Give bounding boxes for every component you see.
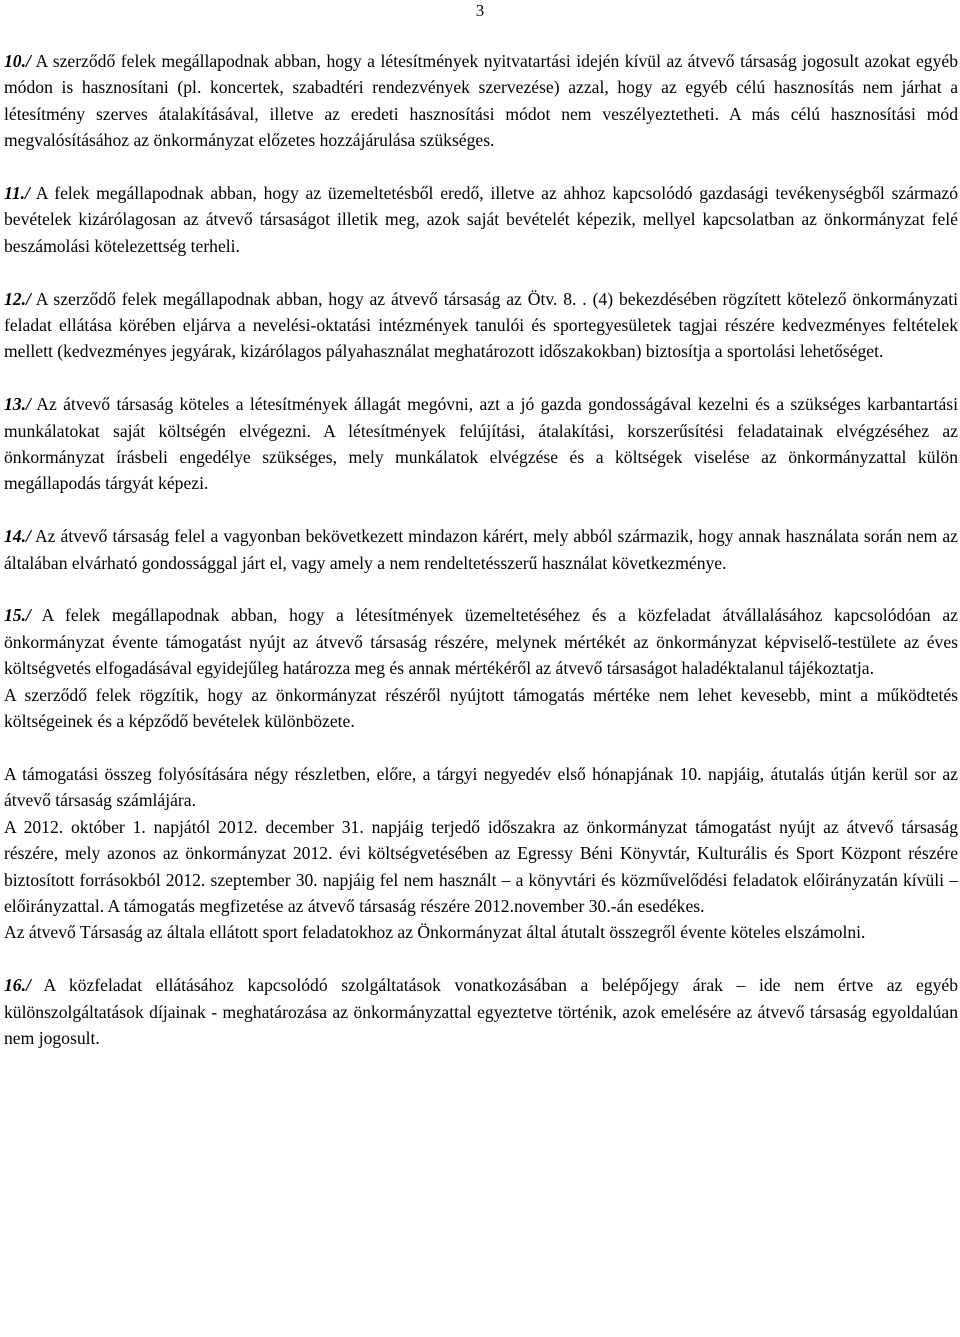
paragraph-14 <box>4 523 958 576</box>
page-number: 3 <box>475 1 485 20</box>
paragraph-text: A felek megállapodnak abban, hogy az üzemeltetésből eredő, illetve az ahhoz kapcsolódó gazdasági tevékenységből származó bevételek kizárólagosan az átvevő társaságot illetik meg, azok saját bevételét képezik, mellyel kapcsolatban az önkormányzat felé beszámolási kötelezettség terheli. <box>4 183 958 256</box>
paragraph-13 <box>4 391 958 497</box>
paragraph-number: 16./ <box>4 975 31 996</box>
paragraph-text: Az átvevő társaság köteles a létesítmények állagát megóvni, azt a jó gazda gondosságával kezelni és a szükséges karbantartási munkálatokat saját költségén elvégezni. A létesítmények felújítási, átalakítási, korszerűsítési feladatainak elvégzéséhez az önkormányzat írásbeli engedélye szükséges, mely munkálatok elvégzése és a költségek viselése az önkormányzattal külön megállapodás tárgyát képezi. <box>4 394 958 494</box>
paragraph-number: 13./ <box>4 394 31 415</box>
paragraph-text: A szerződő felek megállapodnak abban, hogy az átvevő társaság az Ötv. 8. . (4) bekezdésében rögzített kötelező önkormányzati feladat ellátása körében eljárva a nevelési-oktatási intézmények tanulói és sportegyesületek tagjai részére kedvezményes feltételek mellett (kedvezményes jegyárak, kizárólagos pályahasználat meghatározott időszakokban) biztosítja a sportolási lehetőséget. <box>4 288 958 362</box>
funding-settlement-text: Az átvevő Társaság az általa ellátott sport feladatokhoz az Önkormányzat által átutalt összegről évente köteles elszámolni. <box>4 922 866 943</box>
paragraph-16 <box>4 972 958 1051</box>
paragraph-text: A közfeladat ellátásához kapcsolódó szolgáltatások vonatkozásában a belépőjegy árak – ide nem értve az egyéb különszolgáltatások díjainak - meghatározása az önkormányzattal egyeztetve történik, azok emelésére az átvevő társaság egyoldalúan nem jogosult. <box>4 975 958 1048</box>
paragraph-number: 10./ <box>4 51 31 71</box>
paragraph-text: A felek megállapodnak abban, hogy a létesítmények üzemeltetéséhez és a közfeladat átvállalásához kapcsolódóan az önkormányzat évente támogatást nyújt az átvevő társaság részére, melynek mértékét az önkormányzat képviselő-testülete az éves költségvetés elfogadásával egyidejűleg határozza meg és annak mértékéről az átvevő társaságot haladéktalanul tájékoztatja. <box>4 605 958 679</box>
paragraph-number: 12./ <box>4 288 31 309</box>
paragraph-number: 14./ <box>4 526 31 547</box>
paragraph-15-continuation: A szerződő felek rögzítik, hogy az önkormányzat részéről nyújtott támogatás mértéke nem lehet kevesebb, mint a működtetés költségeinek és a képződő bevételek különbözete. <box>4 684 958 732</box>
funding-schedule-text: A támogatási összeg folyósítására négy részletben, előre, a tárgyi negyedév első hónapjának 10. napjáig, átutalás útján kerül sor az átvevő társaság számlájára. <box>4 763 958 811</box>
paragraph-text: Az átvevő társaság felel a vagyonban bekövetkezett mindazon kárért, mely abból származik, hogy annak használata során nem az általában elvárható gondossággal járt el, vagy amely a nem rendeltetésszerű használat következménye. <box>4 526 958 573</box>
paragraph-10 <box>4 48 958 154</box>
paragraph-15 <box>4 602 958 681</box>
paragraph-text: A szerződő felek megállapodnak abban, hogy a létesítmények nyitvatartási idején kívül az átvevő társaság jogosult azokat egyéb módon is hasznosítani (pl. koncertek, szabadtéri rendezvények szervezése) azzal, hogy az egyéb célú hasznosítás nem járhat a létesítmény szerves átalakításával, illetve az eredeti hasznosítási módot nem veszélyeztetheti. A más célú hasznosítási mód megvalósításához az önkormányzat előzetes hozzájárulása szükséges. <box>4 51 958 151</box>
document-body <box>4 48 958 1051</box>
funding-2012-text: A 2012. október 1. napjától 2012. december 31. napjáig terjedő időszakra az önkormányzat támogatást nyújt az átvevő társaság részére, mely azonos az önkormányzat 2012. évi költségvetésében az Egressy Béni Könyvtár, Kulturális és Sport Központ részére biztosított forrásokból 2012. szeptember 30. napjáig fel nem használt – a könyvtári és közművelődési feladatok előirányzatán kívüli – előirányzattal. A támogatás megfizetése az átvevő társaság részére 2012.november 30.-án esedékes. <box>4 816 958 916</box>
paragraph-number: 15./ <box>4 605 31 626</box>
paragraph-11 <box>4 180 958 259</box>
paragraph-12 <box>4 286 958 365</box>
paragraph-number: 11./ <box>4 183 30 204</box>
